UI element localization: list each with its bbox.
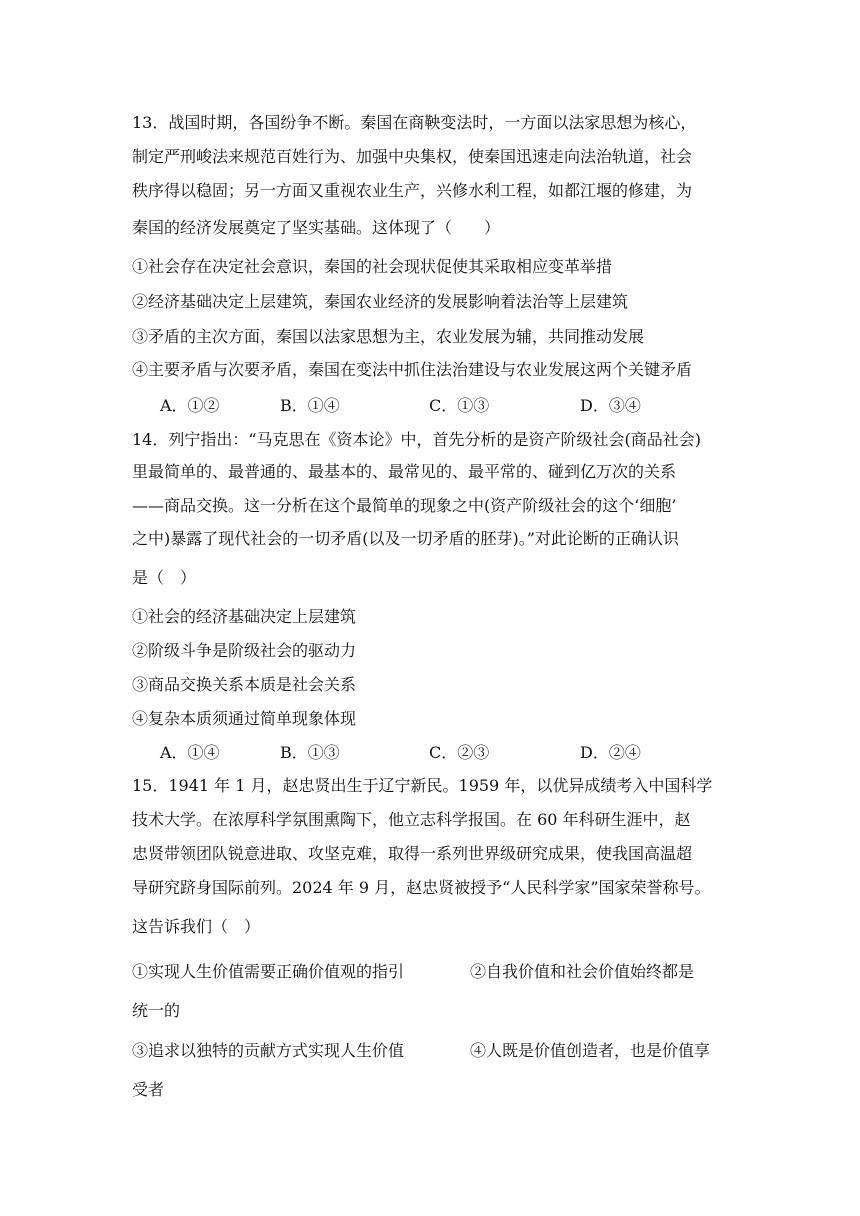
q14-statement: ②阶级斗争是阶级社会的驱动力 [132,641,357,660]
q13-option-d[interactable]: D．③④ [580,396,641,415]
q15-statement-wrap: 统一的 [132,1001,181,1020]
q13-statement: ③矛盾的主次方面，秦国以法家思想为主，农业发展为辅，共同推动发展 [132,327,645,346]
q14-statement: ①社会的经济基础决定上层建筑 [132,607,357,626]
q13-option-c[interactable]: C．①③ [429,396,490,415]
q13-statement: ①社会存在决定社会意识，秦国的社会现状促使其采取相应变革举措 [132,257,613,276]
q14-stem-line: ——商品交换。这一分析在这个最简单的现象之中(资产阶级社会的这个‘细胞’ [132,496,677,515]
q13-option-b[interactable]: B．①④ [280,396,340,415]
q15-stem-line: 15．1941 年 1 月，赵忠贤出生于辽宁新民。1959 年，以优异成绩考入中国科学 [132,776,713,795]
q14-stem-line: 里最简单的、最普通的、最基本的、最常见的、最平常的、碰到亿万次的关系 [132,462,677,481]
q14-stem-line: 14．列宁指出：“马克思在《资本论》中，首先分析的是资产阶级社会(商品社会) [132,430,702,449]
q13-stem-line: 13．战国时期，各国纷争不断。秦国在商鞅变法时，一方面以法家思想为核心， [132,113,697,132]
q13-statement: ④主要矛盾与次要矛盾，秦国在变法中抓住法治建设与农业发展这两个关键矛盾 [132,360,693,379]
q15-statement-2: ②自我价值和社会价值始终都是 [470,962,695,981]
q15-stem-line: 这告诉我们（ ） [132,917,261,936]
q14-option-a[interactable]: A．①④ [160,743,220,762]
q14-stem-line: 之中)暴露了现代社会的一切矛盾(以及一切矛盾的胚芽)。”对此论断的正确认识 [132,529,679,548]
q14-stem-line: 是（ ） [132,568,197,587]
q15-statement-3: ③追求以独特的贡献方式实现人生价值 [132,1041,405,1060]
q14-option-d[interactable]: D．②④ [580,743,641,762]
q15-stem-line: 忠贤带领团队锐意进取、攻坚克难，取得一系列世界级研究成果，使我国高温超 [132,844,693,863]
q13-stem-line: 制定严刑峻法来规范百姓行为、加强中央集权，使秦国迅速走向法治轨道，社会 [132,147,693,166]
q14-statement: ④复杂本质须通过简单现象体现 [132,709,357,728]
q13-statement: ②经济基础决定上层建筑，秦国农业经济的发展影响着法治等上层建筑 [132,292,629,311]
q14-option-c[interactable]: C．②③ [429,743,490,762]
q15-stem-line: 技术大学。在浓厚科学氛围熏陶下，他立志科学报国。在 60 年科研生涯中，赵 [132,810,691,829]
q15-statement-4: ④人既是价值创造者，也是价值享 [470,1041,711,1060]
q13-stem-line: 秦国的经济发展奠定了坚实基础。这体现了（ ） [132,218,501,237]
q13-stem-line: 秩序得以稳固；另一方面又重视农业生产，兴修水利工程，如都江堰的修建，为 [132,181,693,200]
q15-statement-1: ①实现人生价值需要正确价值观的指引 [132,962,405,981]
q13-option-a[interactable]: A．①② [160,396,220,415]
q15-stem-line: 导研究跻身国际前列。2024 年 9 月，赵忠贤被授予“人民科学家”国家荣誉称号。 [132,878,711,897]
q14-statement: ③商品交换关系本质是社会关系 [132,675,357,694]
q14-option-b[interactable]: B．①③ [280,743,340,762]
q15-statement-wrap: 受者 [132,1080,165,1099]
